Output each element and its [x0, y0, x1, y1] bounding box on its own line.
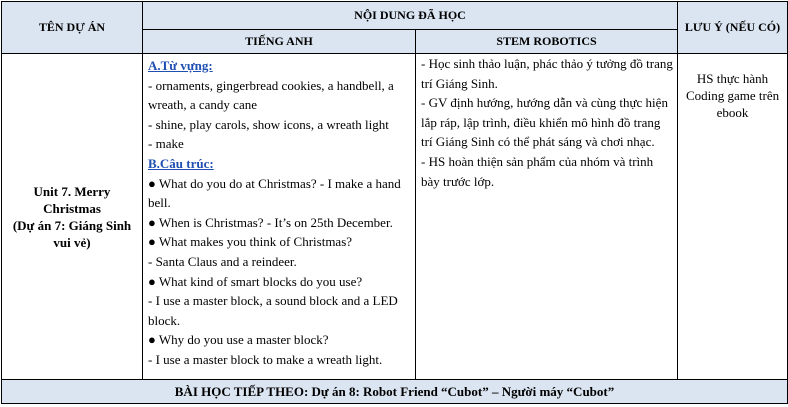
structure-heading: B.Câu trúc:	[148, 155, 214, 171]
structure-item: - Santa Claus and a reindeer.	[148, 253, 297, 269]
header-content-learned: NỘI DUNG ĐÃ HỌC	[143, 2, 678, 30]
project-cell	[2, 54, 143, 380]
structure-item: ● What makes you think of Christmas?	[148, 234, 353, 250]
structure-item: ● Why do you use a master block?	[148, 332, 329, 348]
header-notes: LƯU Ý (NẾU CÓ)	[678, 2, 788, 54]
header-stem-robotics: STEM ROBOTICS	[416, 30, 678, 54]
structure-item: ● What do you do at Christmas? - I make a hand bell.	[148, 175, 401, 211]
structure-item: - I use a master block to make a wreath light.	[148, 351, 383, 367]
project-title: (Dự án 7: Giáng Sinh vui vẻ)	[12, 217, 132, 250]
next-lesson-footer: BÀI HỌC TIẾP THEO: Dự án 8: Robot Friend “Cubot” – Người máy “Cubot”	[2, 380, 788, 404]
vocab-item: - make	[148, 136, 184, 152]
vocab-item: - shine, play carols, show icons, a wreath light	[148, 116, 389, 132]
structure-item: - I use a master block, a sound block and a LED block.	[148, 293, 398, 328]
header-project-name: TÊN DỰ ÁN	[2, 2, 143, 54]
stem-item: - GV định hướng, hướng dẫn và cùng thực hiện lắp ráp, lập trình, điều khiển mô hình đồ trang trí Giáng Sinh có thể phát sáng và chơi nhạc.	[421, 95, 668, 150]
unit-title: Unit 7. Merry Christmas	[33, 183, 111, 216]
stem-item: - HS hoàn thiện sản phẩm của nhóm và trình bày trước lớp.	[421, 153, 654, 189]
notes-cell: HS thực hành Coding game trên ebook	[678, 54, 788, 380]
lesson-plan-table	[1, 1, 788, 404]
structure-item: ● What kind of smart blocks do you use?	[148, 273, 363, 289]
header-english: TIẾNG ANH	[143, 30, 416, 54]
vocab-item: - ornaments, gingerbread cookies, a handbell, a wreath, a candy cane	[148, 77, 394, 113]
structure-item: ● When is Christmas? - It’s on 25th December.	[148, 214, 393, 230]
stem-content-cell	[416, 54, 678, 380]
stem-item: - Học sinh thảo luận, phác thảo ý tưởng đồ trang trí Giáng Sinh.	[421, 56, 673, 91]
english-content-cell	[143, 54, 416, 380]
vocab-heading: A.Từ vựng:	[148, 58, 213, 73]
